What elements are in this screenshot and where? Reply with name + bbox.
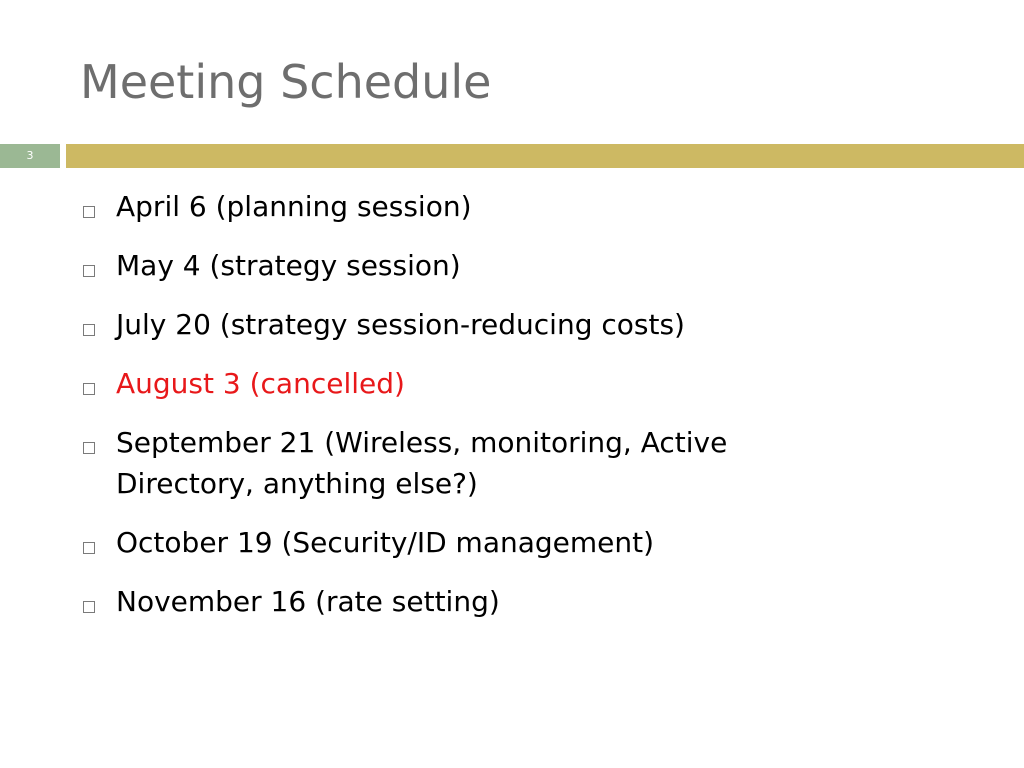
bullet-text: November 16 (rate setting) bbox=[116, 585, 500, 618]
bullet-item bbox=[80, 245, 980, 286]
bullet-text: May 4 (strategy session) bbox=[116, 249, 461, 282]
slide-number: 3 bbox=[26, 149, 34, 162]
bullet-item bbox=[80, 522, 980, 563]
square-bullet-icon bbox=[83, 442, 95, 454]
square-bullet-icon bbox=[83, 383, 95, 395]
bullet-text: September 21 (Wireless, monitoring, Active Directory, anything else?) bbox=[116, 426, 728, 500]
bullet-list bbox=[80, 186, 980, 640]
square-bullet-icon bbox=[83, 601, 95, 613]
bullet-item-cancelled bbox=[80, 363, 980, 404]
square-bullet-icon bbox=[83, 542, 95, 554]
title-rule-bar bbox=[66, 144, 1024, 168]
bullet-text: July 20 (strategy session-reducing costs) bbox=[116, 308, 685, 341]
bullet-item bbox=[80, 186, 980, 227]
square-bullet-icon bbox=[83, 265, 95, 277]
bullet-item bbox=[80, 304, 980, 345]
bullet-text: April 6 (planning session) bbox=[116, 190, 472, 223]
bullet-text: August 3 (cancelled) bbox=[116, 367, 405, 400]
square-bullet-icon bbox=[83, 324, 95, 336]
square-bullet-icon bbox=[83, 206, 95, 218]
bullet-item bbox=[80, 422, 980, 504]
bullet-item bbox=[80, 581, 980, 622]
bullet-text: October 19 (Security/ID management) bbox=[116, 526, 655, 559]
slide-title: Meeting Schedule bbox=[80, 55, 492, 109]
